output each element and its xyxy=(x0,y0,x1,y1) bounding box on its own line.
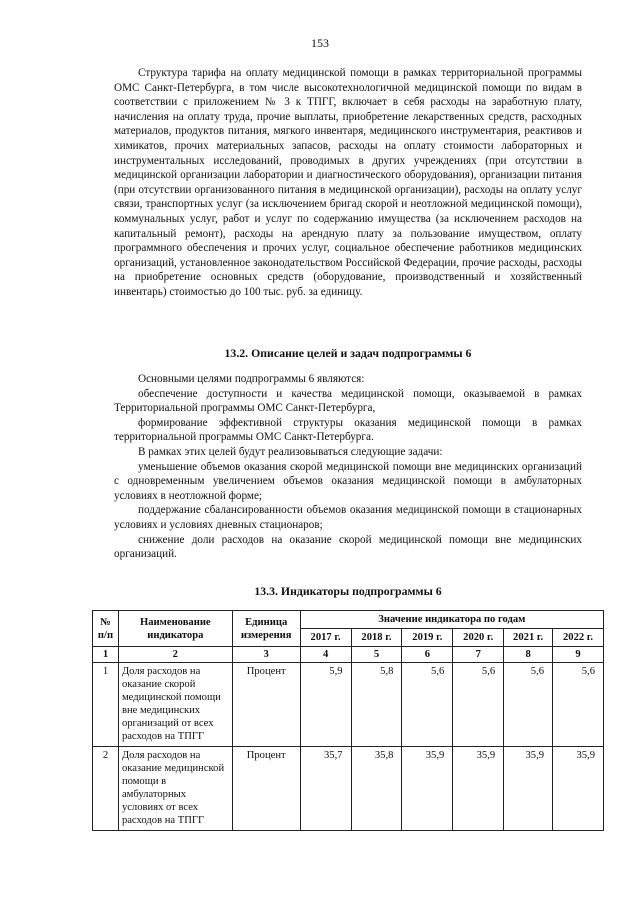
tariff-structure-paragraph xyxy=(114,66,582,300)
section-heading-13-3: 13.3. Индикаторы подпрограммы 6 xyxy=(254,584,442,598)
value-cell: 5,6 xyxy=(402,663,453,747)
column-number: 9 xyxy=(553,647,604,663)
task-item: снижение доли расходов на оказание скорой медицинской помощи вне медицинских организаций. xyxy=(114,533,582,561)
table-row xyxy=(93,747,604,831)
year-header: 2020 г. xyxy=(453,629,504,647)
col-header-unit: Единица измерения xyxy=(232,611,300,647)
tasks-intro: В рамках этих целей будут реализовываться следующие задачи: xyxy=(138,445,443,458)
table-row xyxy=(93,663,604,747)
task-item: поддержание сбалансированности объемов оказания медицинской помощи в стационарных условиях и условиях дневных стационаров; xyxy=(114,504,582,531)
year-header: 2021 г. xyxy=(504,629,553,647)
value-cell: 35,9 xyxy=(402,747,453,831)
value-cell: 5,9 xyxy=(300,663,351,747)
goal-item: формирование эффективной структуры оказания медицинской помощи в рамках территориальной программы ОМС Санкт-Петербурга. xyxy=(114,416,582,444)
value-cell: 5,8 xyxy=(351,663,402,747)
column-number: 5 xyxy=(351,647,402,663)
column-number: 1 xyxy=(93,647,119,663)
section-heading-13-2: 13.2. Описание целей и задач подпрограммы 6 xyxy=(224,346,472,360)
column-number: 2 xyxy=(118,647,232,663)
value-cell: 5,6 xyxy=(453,663,504,747)
value-cell: 35,9 xyxy=(553,747,604,831)
value-cell: 5,6 xyxy=(553,663,604,747)
table-header-row xyxy=(93,611,604,629)
col-header-name: Наименование индикатора xyxy=(118,611,232,647)
year-header: 2022 г. xyxy=(553,629,604,647)
year-header: 2018 г. xyxy=(351,629,402,647)
indicators-table xyxy=(92,610,604,831)
goal-item: обеспечение доступности и качества медицинской помощи, оказываемой в рамках Территориальной программы ОМС Санкт-Петербурга, xyxy=(114,387,582,415)
col-header-values: Значение индикатора по годам xyxy=(300,611,603,629)
unit-cell: Процент xyxy=(232,747,300,831)
year-header: 2017 г. xyxy=(300,629,351,647)
task-item: уменьшение объемов оказания скорой медицинской помощи вне медицинских организаций с одновременным увеличением объемов оказания медицинской помощи в амбулаторных условиях в неотложной форме; xyxy=(114,460,582,502)
goals-section xyxy=(114,372,582,562)
year-header: 2019 г. xyxy=(402,629,453,647)
col-header-number: № п/п xyxy=(93,611,119,647)
column-number: 8 xyxy=(504,647,553,663)
value-cell: 35,9 xyxy=(504,747,553,831)
column-number: 3 xyxy=(232,647,300,663)
row-number: 1 xyxy=(93,663,119,747)
column-number: 4 xyxy=(300,647,351,663)
value-cell: 35,9 xyxy=(453,747,504,831)
value-cell: 35,8 xyxy=(351,747,402,831)
row-number: 2 xyxy=(93,747,119,831)
paragraph-text: Структура тарифа на оплату медицинской помощи в рамках территориальной программы ОМС Санкт-Петербурга, в том числе высокотехнологичной медицинской помощи по видам в соответствии с приложением № 3 к ТПГГ, включает в себя расходы на заработную плату, начисления на оплату труда, прочие выплаты, приобретение лекарственных средств, расходных материалов, продуктов питания, мягкого инвентаря, медицинского инструментария, реактивов и химикатов, прочих материальных запасов, расходы на оплату стоимости лабораторных и инструментальных исследований, проводимых в других учреждениях (при отсутствии в медицинской организации лаборатории и диагностического оборудования), организации питания (при отсутствии организованного питания в медицинской организации), расходы на оплату услуг связи, транспортных услуг (за исключением бригад скорой и неотложной медицинской помощи), коммунальных услуг, работ и услуг по содержанию имущества (за исключением расходов на капитальный ремонт), расходы на арендную плату за пользование имуществом, оплату программного обеспечения и прочих услуг, социальное обеспечение работников медицинских организаций, установленное законодательством Российской Федерации, прочие расходы, расходы на приобретение основных средств (оборудование, производственный и хозяйственный инвентарь) стоимостью до 100 тыс. руб. за единицу. xyxy=(114,67,582,298)
column-number: 6 xyxy=(402,647,453,663)
indicator-name: Доля расходов на оказание скорой медицинской помощи вне медицинских организаций от всех расходов на ТПГГ xyxy=(118,663,232,747)
column-number: 7 xyxy=(453,647,504,663)
page-number: 153 xyxy=(311,36,329,50)
column-number-row xyxy=(93,647,604,663)
unit-cell: Процент xyxy=(232,663,300,747)
value-cell: 35,7 xyxy=(300,747,351,831)
goals-intro: Основными целями подпрограммы 6 являются: xyxy=(138,373,365,385)
value-cell: 5,6 xyxy=(504,663,553,747)
indicator-name: Доля расходов на оказание медицинской помощи в амбулаторных условиях от всех расходов на ТПГГ xyxy=(118,747,232,831)
